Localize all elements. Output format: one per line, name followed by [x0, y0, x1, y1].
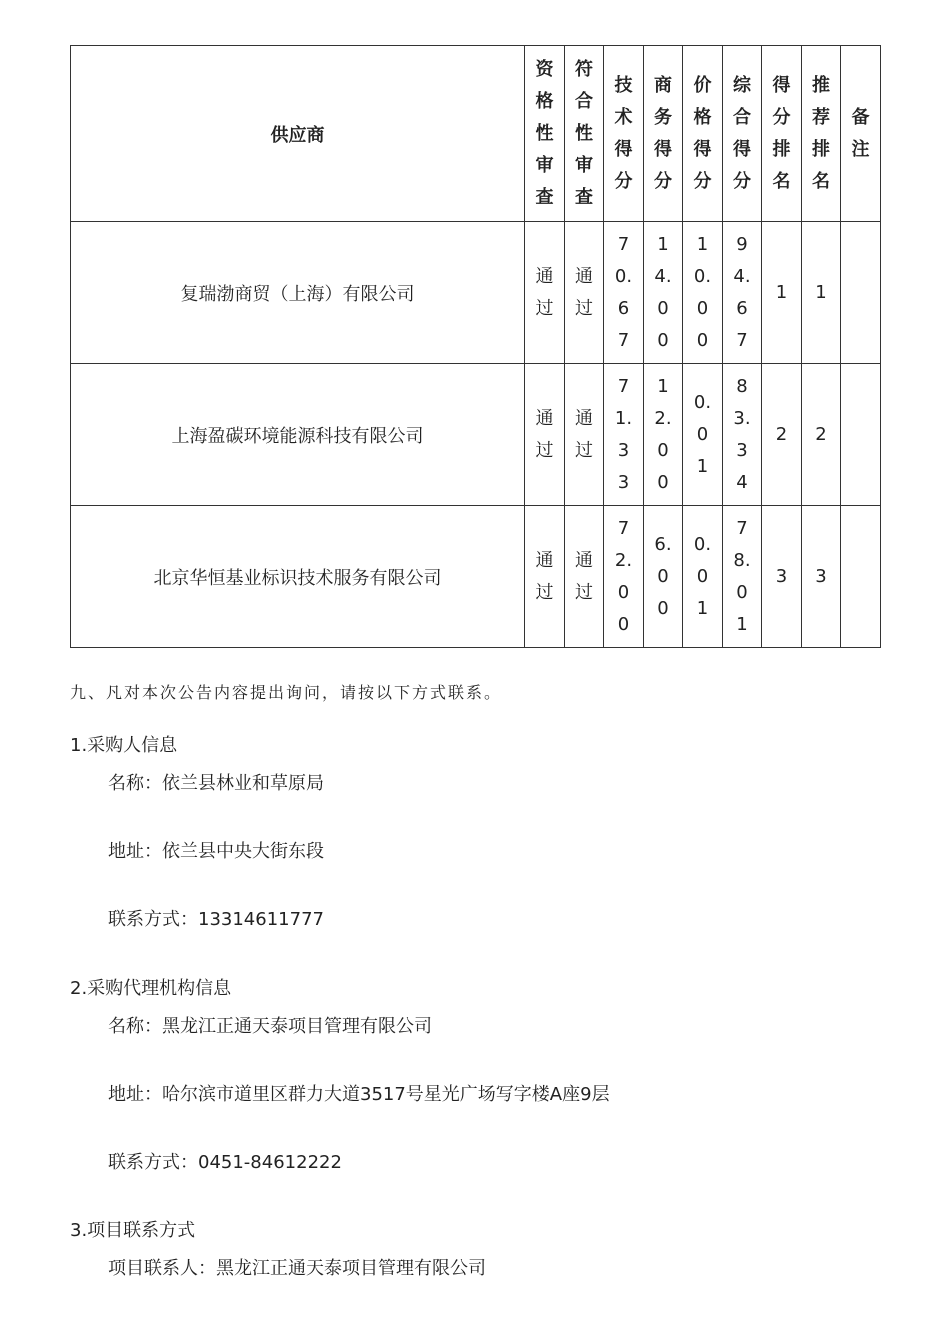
- header-qualification: [525, 46, 565, 222]
- project-heading: 3.项目联系方式: [70, 1220, 196, 1241]
- cell-qualification-text: 通过: [535, 549, 554, 603]
- header-total-score-label: 综合得分: [732, 74, 751, 192]
- section-nine-heading: 九、凡对本次公告内容提出询问，请按以下方式联系。: [70, 683, 503, 702]
- header-note: [841, 46, 881, 222]
- cell-price-score-text: 0.01: [693, 391, 712, 477]
- header-business-score-label: 商务得分: [653, 74, 672, 192]
- agency-heading: 2.采购代理机构信息: [70, 978, 232, 999]
- cell-supplier: 北京华恒基业标识技术服务有限公司: [71, 506, 525, 648]
- cell-qualification-text: 通过: [535, 265, 554, 319]
- header-recommend-rank: [802, 46, 841, 222]
- header-price-score: [683, 46, 723, 222]
- cell-note: [841, 364, 881, 506]
- cell-conformity-text: 通过: [574, 549, 593, 603]
- header-score-rank-label: 得分排名: [772, 74, 791, 192]
- cell-recommend-rank: 3: [802, 506, 841, 648]
- cell-tech-score: [604, 364, 644, 506]
- cell-note: [841, 506, 881, 648]
- cell-supplier: 上海盈碳环境能源科技有限公司: [71, 364, 525, 506]
- cell-conformity-text: 通过: [574, 265, 593, 319]
- purchaser-name: 名称：依兰县林业和草原局: [108, 773, 324, 794]
- cell-business-score: [644, 222, 683, 364]
- cell-price-score: [683, 364, 723, 506]
- header-supplier-label: 供应商: [270, 124, 325, 146]
- project-contact-person: 项目联系人：黑龙江正通天泰项目管理有限公司: [108, 1258, 486, 1279]
- header-qualification-label: 资格性审查: [535, 58, 554, 208]
- cell-tech-score: [604, 222, 644, 364]
- cell-tech-score-text: 70.67: [614, 233, 633, 351]
- header-conformity: [565, 46, 604, 222]
- cell-total-score-text: 78.01: [733, 517, 751, 635]
- cell-conformity-text: 通过: [574, 407, 593, 461]
- agency-contact: 联系方式：0451-84612222: [108, 1152, 342, 1173]
- cell-note: [841, 222, 881, 364]
- cell-recommend-rank: 2: [802, 364, 841, 506]
- cell-price-score: [683, 222, 723, 364]
- cell-qualification: [525, 222, 565, 364]
- cell-price-score-text: 10.00: [693, 233, 712, 351]
- cell-conformity: [565, 364, 604, 506]
- cell-price-score: [683, 506, 723, 648]
- score-table: [70, 45, 881, 648]
- cell-qualification-text: 通过: [535, 407, 554, 461]
- cell-business-score-text: 6.00: [654, 533, 672, 619]
- cell-total-score-text: 94.67: [733, 233, 751, 351]
- cell-total-score: [723, 222, 762, 364]
- table-header-row: [71, 46, 881, 222]
- header-note-label: 备注: [851, 106, 870, 160]
- cell-business-score-text: 14.00: [654, 233, 672, 351]
- cell-score-rank: 3: [762, 506, 802, 648]
- header-total-score: [723, 46, 762, 222]
- cell-tech-score: [604, 506, 644, 648]
- header-tech-score: [604, 46, 644, 222]
- header-supplier: [71, 46, 525, 222]
- header-business-score: [644, 46, 683, 222]
- table-row: [71, 222, 881, 364]
- cell-price-score-text: 0.01: [693, 533, 712, 619]
- header-conformity-label: 符合性审查: [574, 58, 593, 208]
- purchaser-contact: 联系方式：13314611777: [108, 909, 324, 930]
- cell-total-score: [723, 364, 762, 506]
- cell-recommend-rank: 1: [802, 222, 841, 364]
- cell-total-score-text: 83.34: [733, 375, 751, 493]
- cell-business-score: [644, 506, 683, 648]
- cell-score-rank: 2: [762, 364, 802, 506]
- cell-business-score: [644, 364, 683, 506]
- header-score-rank: [762, 46, 802, 222]
- table-row: [71, 506, 881, 648]
- cell-business-score-text: 12.00: [654, 375, 672, 493]
- agency-address: 地址：哈尔滨市道里区群力大道3517号星光广场写字楼A座9层: [108, 1084, 610, 1105]
- cell-supplier: 复瑞渤商贸（上海）有限公司: [71, 222, 525, 364]
- cell-total-score: [723, 506, 762, 648]
- cell-tech-score-text: 72.00: [614, 517, 633, 635]
- cell-conformity: [565, 506, 604, 648]
- agency-name: 名称：黑龙江正通天泰项目管理有限公司: [108, 1016, 432, 1037]
- header-tech-score-label: 技术得分: [614, 74, 633, 192]
- purchaser-address: 地址：依兰县中央大街东段: [108, 841, 324, 862]
- table-row: [71, 364, 881, 506]
- cell-conformity: [565, 222, 604, 364]
- header-price-score-label: 价格得分: [693, 74, 712, 192]
- purchaser-heading: 1.采购人信息: [70, 735, 178, 756]
- header-recommend-rank-label: 推荐排名: [811, 74, 830, 192]
- cell-qualification: [525, 506, 565, 648]
- cell-score-rank: 1: [762, 222, 802, 364]
- cell-tech-score-text: 71.33: [614, 375, 633, 493]
- cell-qualification: [525, 364, 565, 506]
